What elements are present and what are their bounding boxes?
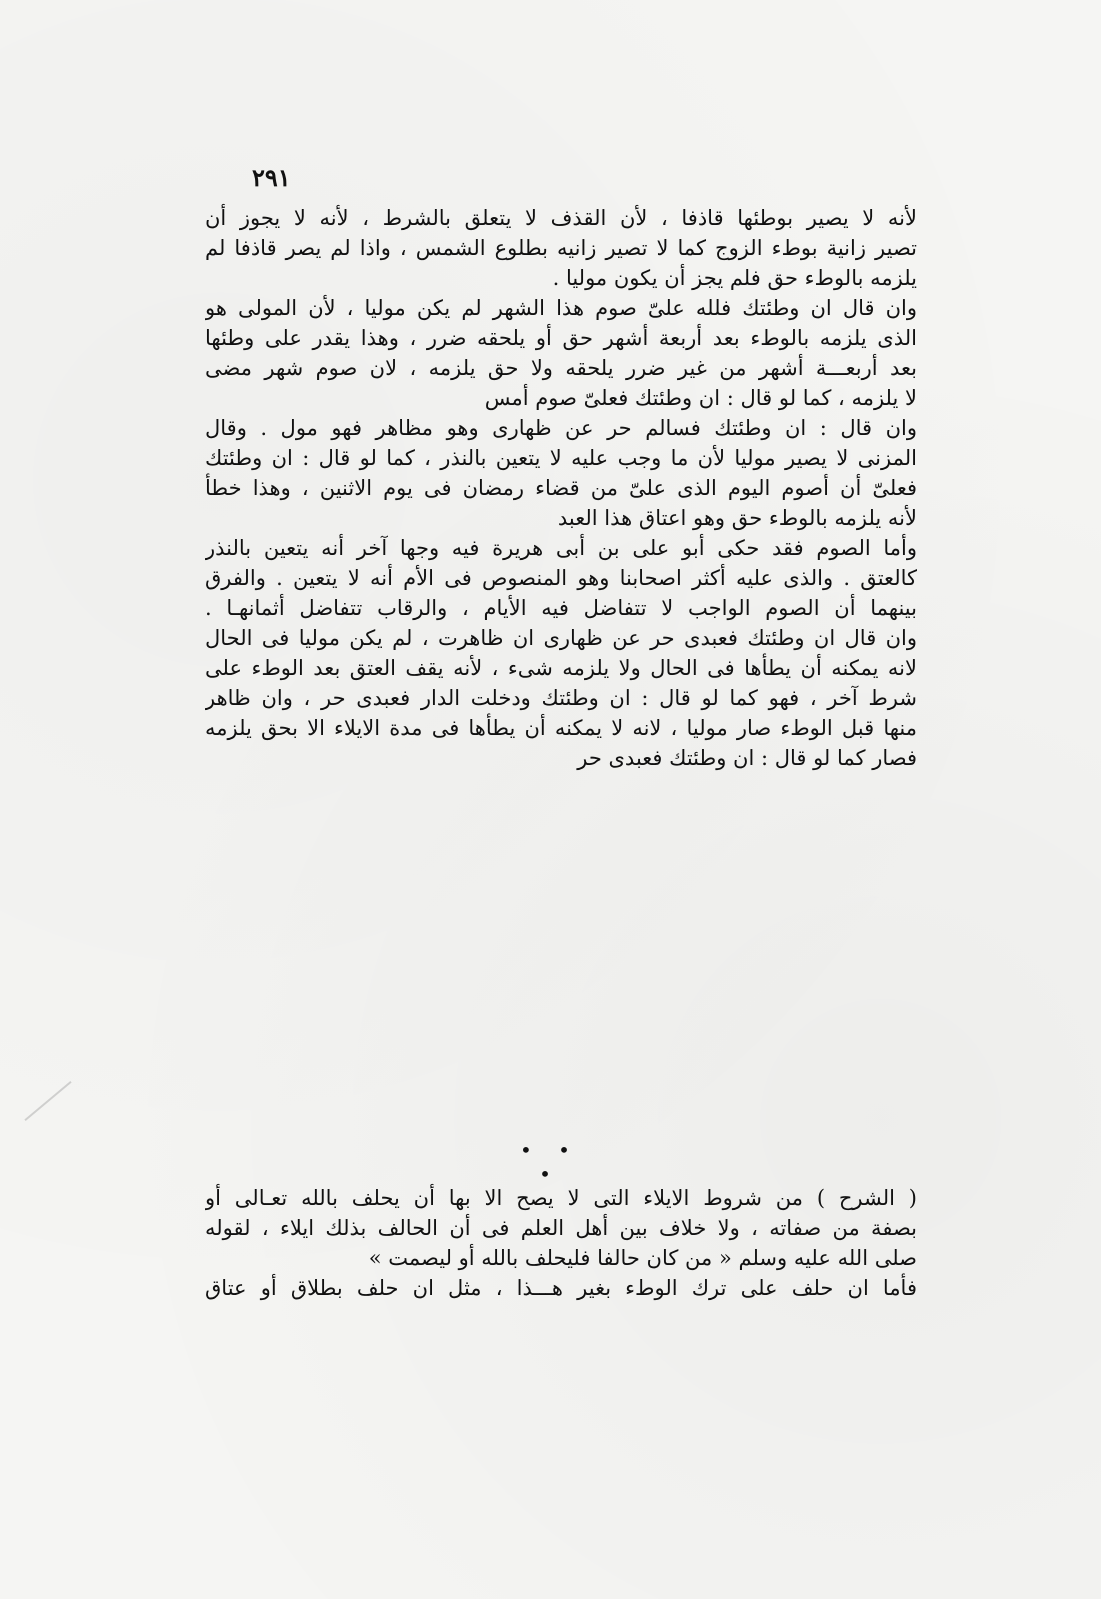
text-line: فصار كما لو قال : ان وطئتك فعبدى حر (577, 746, 917, 770)
text-line: لأنه لا يصير بوطئها قاذفا ، لأن القذف لا يتعلق بالشرط ، لأنه لا يجوز أن (205, 206, 917, 230)
text-line: كالعتق . والذى عليه أكثر اصحابنا وهو المنصوص فى الأم أنه لا يتعين . والفرق (205, 566, 917, 590)
text-line: وان قال ان وطئتك فعبدى حر عن ظهارى ان ظاهرت ، لم يكن موليا فى الحال (205, 626, 917, 650)
text-line: منها قبل الوطء صار موليا ، لانه لا يمكنه أن يطأها فى مدة الايلاء الا بحق يلزمه (205, 716, 917, 740)
text-line: شرط آخر ، فهو كما لو قال : ان وطئتك ودخلت الدار فعبدى حر ، وان ظاهر (205, 686, 917, 710)
text-line: وأما الصوم فقد حكى أبو على بن أبى هريرة فيه وجها آخر أنه يتعين بالنذر (205, 536, 917, 560)
text-line: تصير زانية بوطء الزوج كما لا تصير زانيه بطلوع الشمس ، واذا لم يصر قاذفا لم (205, 236, 917, 260)
text-line: فأما ان حلف على ترك الوطء بغير هـــذا ، مثل ان حلف بطلاق أو عتاق (205, 1276, 917, 1300)
text-line: لانه يمكنه أن يطأها فى الحال ولا يلزمه شىء ، لأنه يقف العتق بعد الوطء على (205, 656, 917, 680)
text-line: لأنه يلزمه بالوطء حق وهو اعتاق هذا العبد (557, 506, 917, 530)
sharh-text-block (205, 1183, 917, 1363)
text-line: بعد أربعـــة أشهر من غير ضرر يلحقه ولا حق يلزمه ، لان صوم شهر مضى (205, 356, 917, 380)
text-line: وان قال ان وطئتك فلله علىّ صوم هذا الشهر لم يكن موليا ، لأن المولى هو (205, 296, 917, 320)
page-number: ٢٩١ (252, 163, 291, 192)
text-line: صلى الله عليه وسلم « من كان حالفا فليحلف بالله أو ليصمت » (368, 1246, 917, 1270)
text-line: يلزمه بالوطء حق فلم يجز أن يكون موليا . (552, 266, 917, 290)
text-line: وان قال : ان وطئتك فسالم حر عن ظهارى وهو مظاهر فهو مول . وقال (205, 416, 917, 440)
text-line: لا يلزمه ، كما لو قال : ان وطئتك فعلىّ صوم أمس (484, 386, 917, 410)
section-separator: • • • (520, 1138, 580, 1186)
main-text-block (205, 203, 917, 1103)
text-line: بينهما أن الصوم الواجب لا تتفاضل فيه الأيام ، والرقاب تتفاضل أثمانهـا . (205, 596, 917, 620)
text-line: بصفة من صفاته ، ولا خلاف بين أهل العلم فى أن الحالف بذلك ايلاء ، لقوله (205, 1216, 917, 1240)
text-line: المزنى لا يصير موليا لأن ما وجب عليه لا يتعين بالنذر ، كما لو قال : ان وطئتك (205, 446, 917, 470)
text-line: الذى يلزمه بالوطء بعد أربعة أشهر حق أو يلحقه ضرر ، وهذا يقدر على وطئها (205, 326, 917, 350)
text-line: فعلىّ أن أصوم اليوم الذى علىّ من قضاء رمضان فى يوم الاثنين ، وهذا خطأ (205, 476, 917, 500)
paper-crease-mark (24, 1081, 71, 1121)
text-line: ( الشرح ) من شروط الايلاء التى لا يصح الا بها أن يحلف بالله تعـالى أو (205, 1186, 917, 1210)
